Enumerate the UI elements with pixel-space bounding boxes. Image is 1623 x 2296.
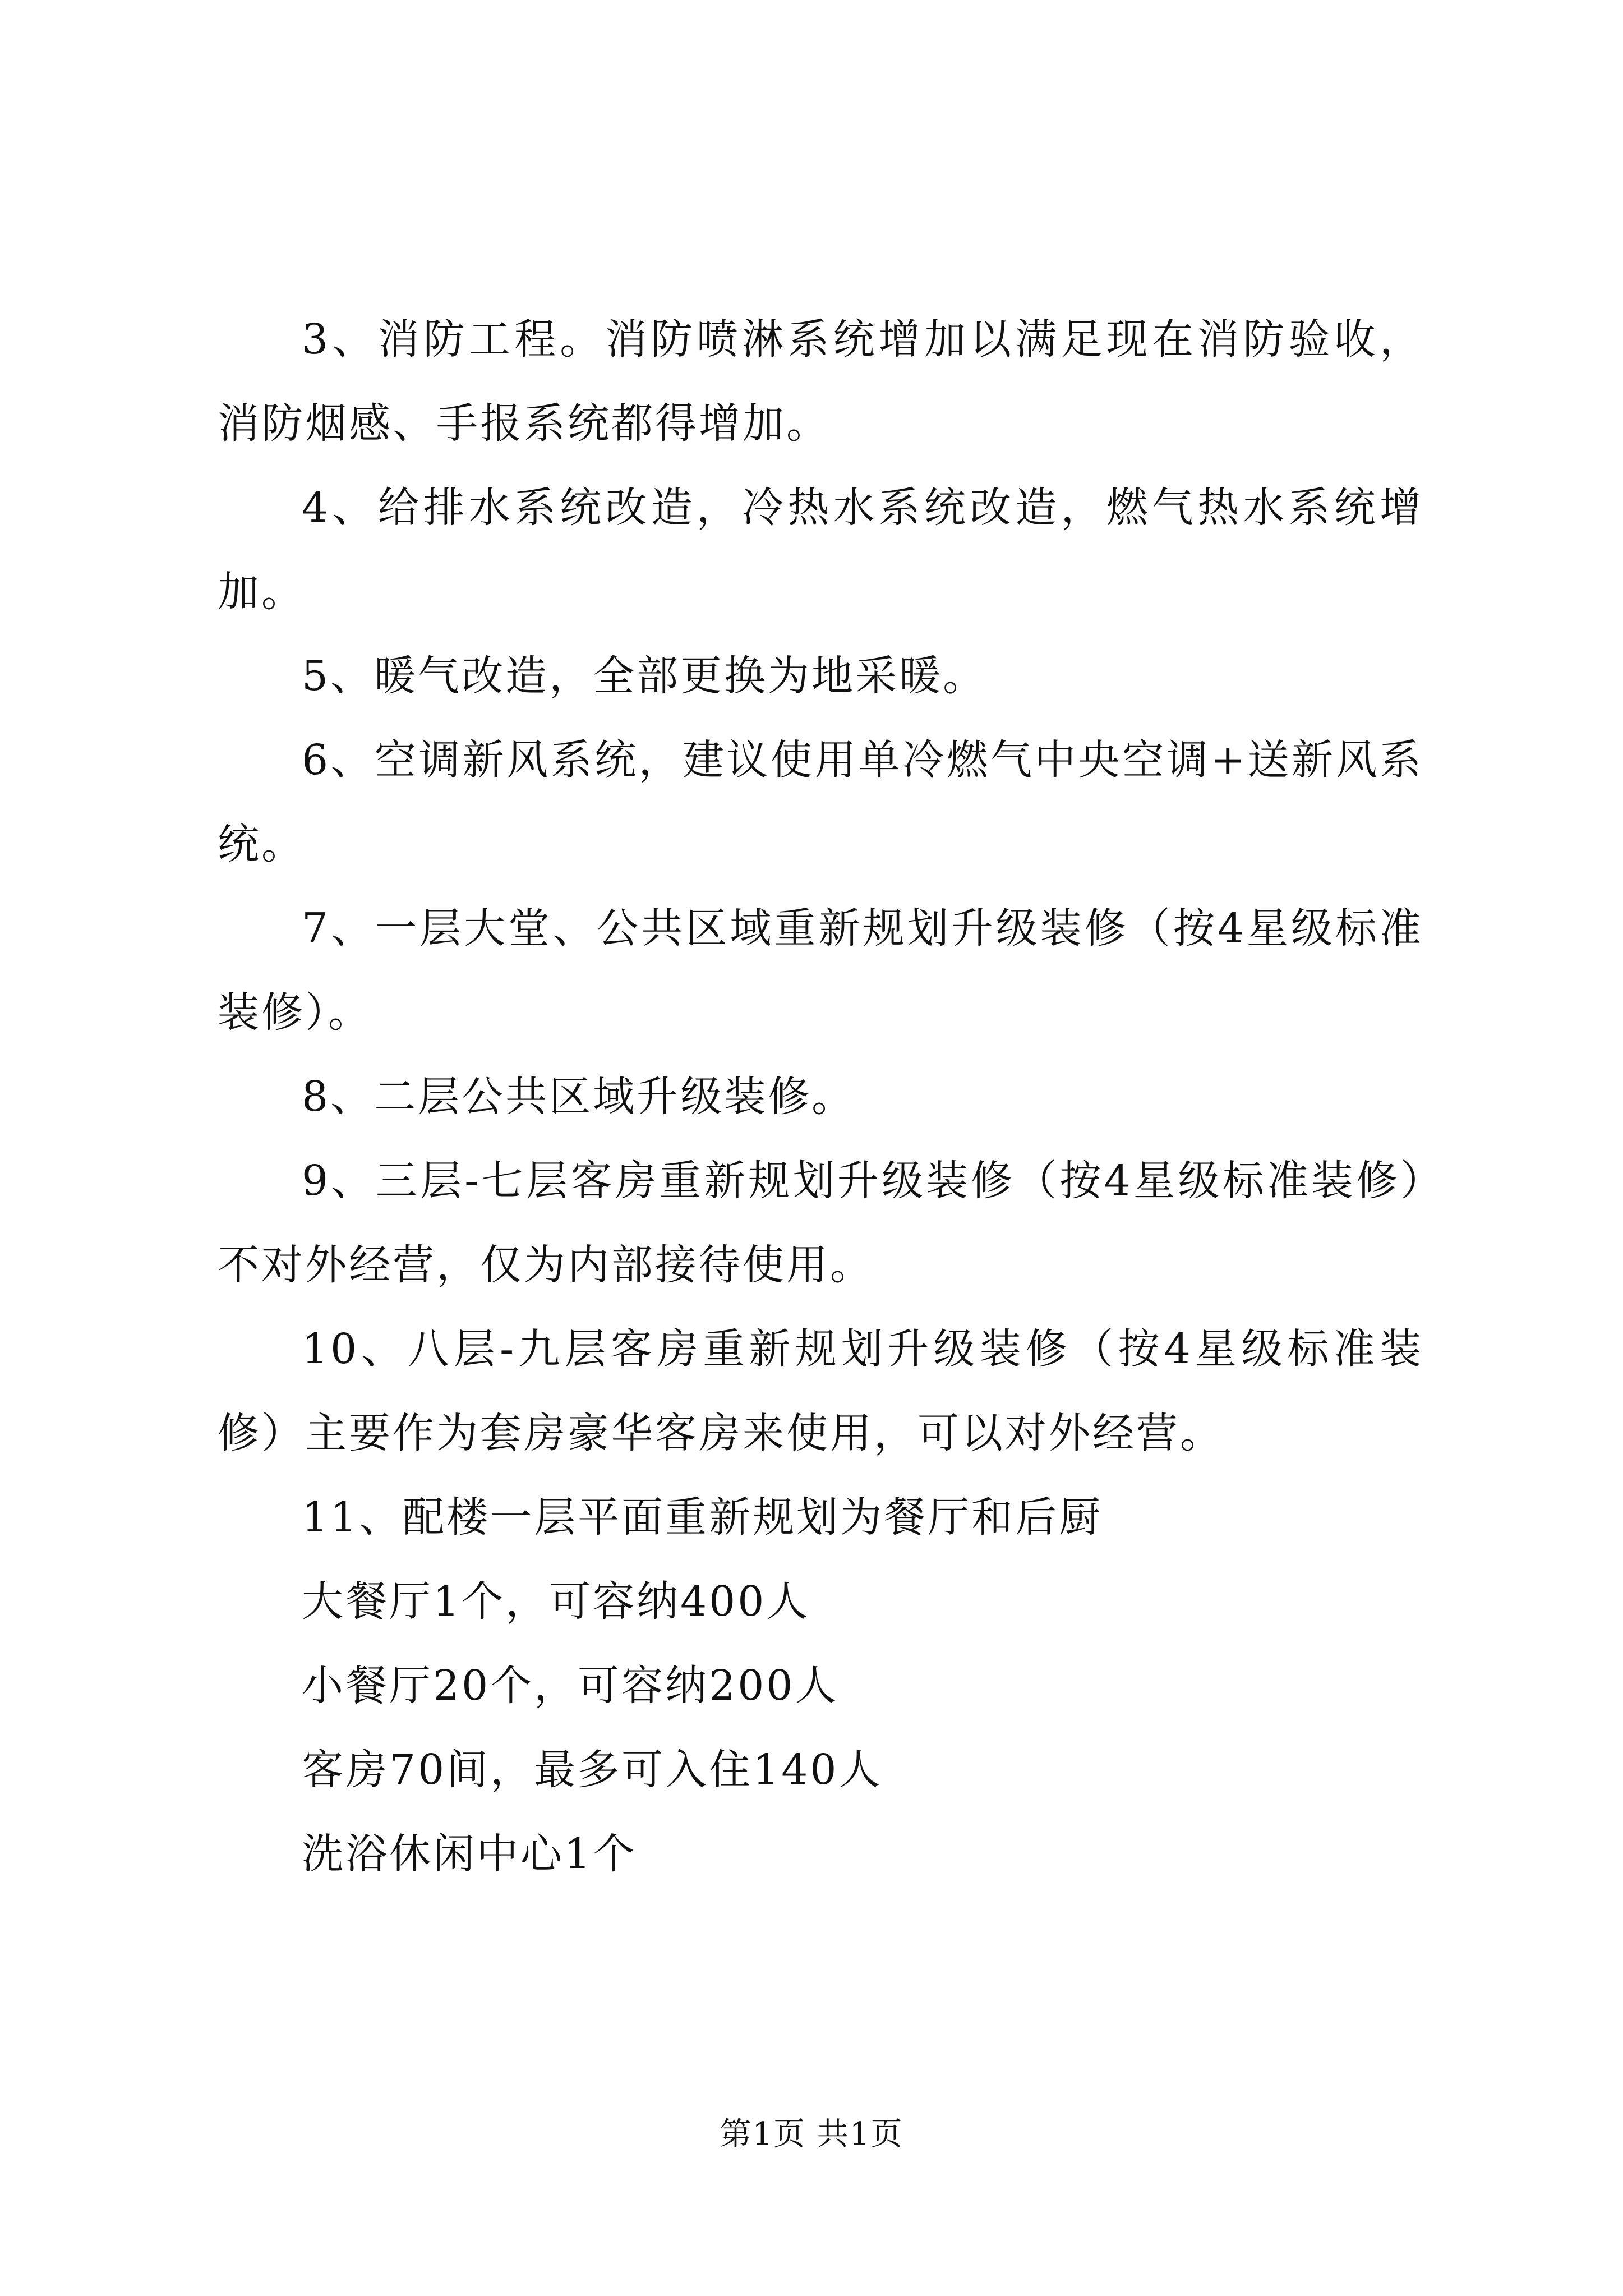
- paragraph-fire-protection: 3、消防工程。消防喷淋系统增加以满足现在消防验收，消防烟感、手报系统都得增加。: [218, 315, 1423, 448]
- page-footer: 第1页 共1页: [720, 2116, 903, 2152]
- paragraph-lobby-renovation: 7、一层大堂、公共区域重新规划升级装修（按4星级标准装修）。: [218, 904, 1423, 1037]
- list-item-guest-rooms: 客房70间，最多可入住140人: [302, 1746, 883, 1794]
- paragraph-heating: 5、暖气改造，全部更换为地采暖。: [302, 652, 987, 700]
- paragraph-water-supply: 4、给排水系统改造，冷热水系统改造，燃气热水系统增加。: [218, 484, 1423, 616]
- list-item-bath-center: 洗浴休闲中心1个: [302, 1830, 637, 1878]
- list-item-small-dining: 小餐厅20个，可容纳200人: [302, 1662, 839, 1710]
- paragraph-annex-plan: 11、配楼一层平面重新规划为餐厅和后厨: [302, 1493, 1103, 1542]
- list-item-large-dining: 大餐厅1个，可容纳400人: [302, 1577, 810, 1626]
- paragraph-floors-8-9: 10、八层-九层客房重新规划升级装修（按4星级标准装修）主要作为套房豪华客房来使用，可以对外经营。: [218, 1325, 1423, 1457]
- document-body: [218, 297, 1423, 1896]
- paragraph-floors-3-7: 9、三层-七层客房重新规划升级装修（按4星级标准装修）不对外经营，仅为内部接待使用。: [218, 1157, 1423, 1289]
- paragraph-second-floor: 8、二层公共区域升级装修。: [302, 1073, 856, 1121]
- paragraph-air-conditioning: 6、空调新风系统，建议使用单冷燃气中央空调+送新风系统。: [218, 736, 1423, 868]
